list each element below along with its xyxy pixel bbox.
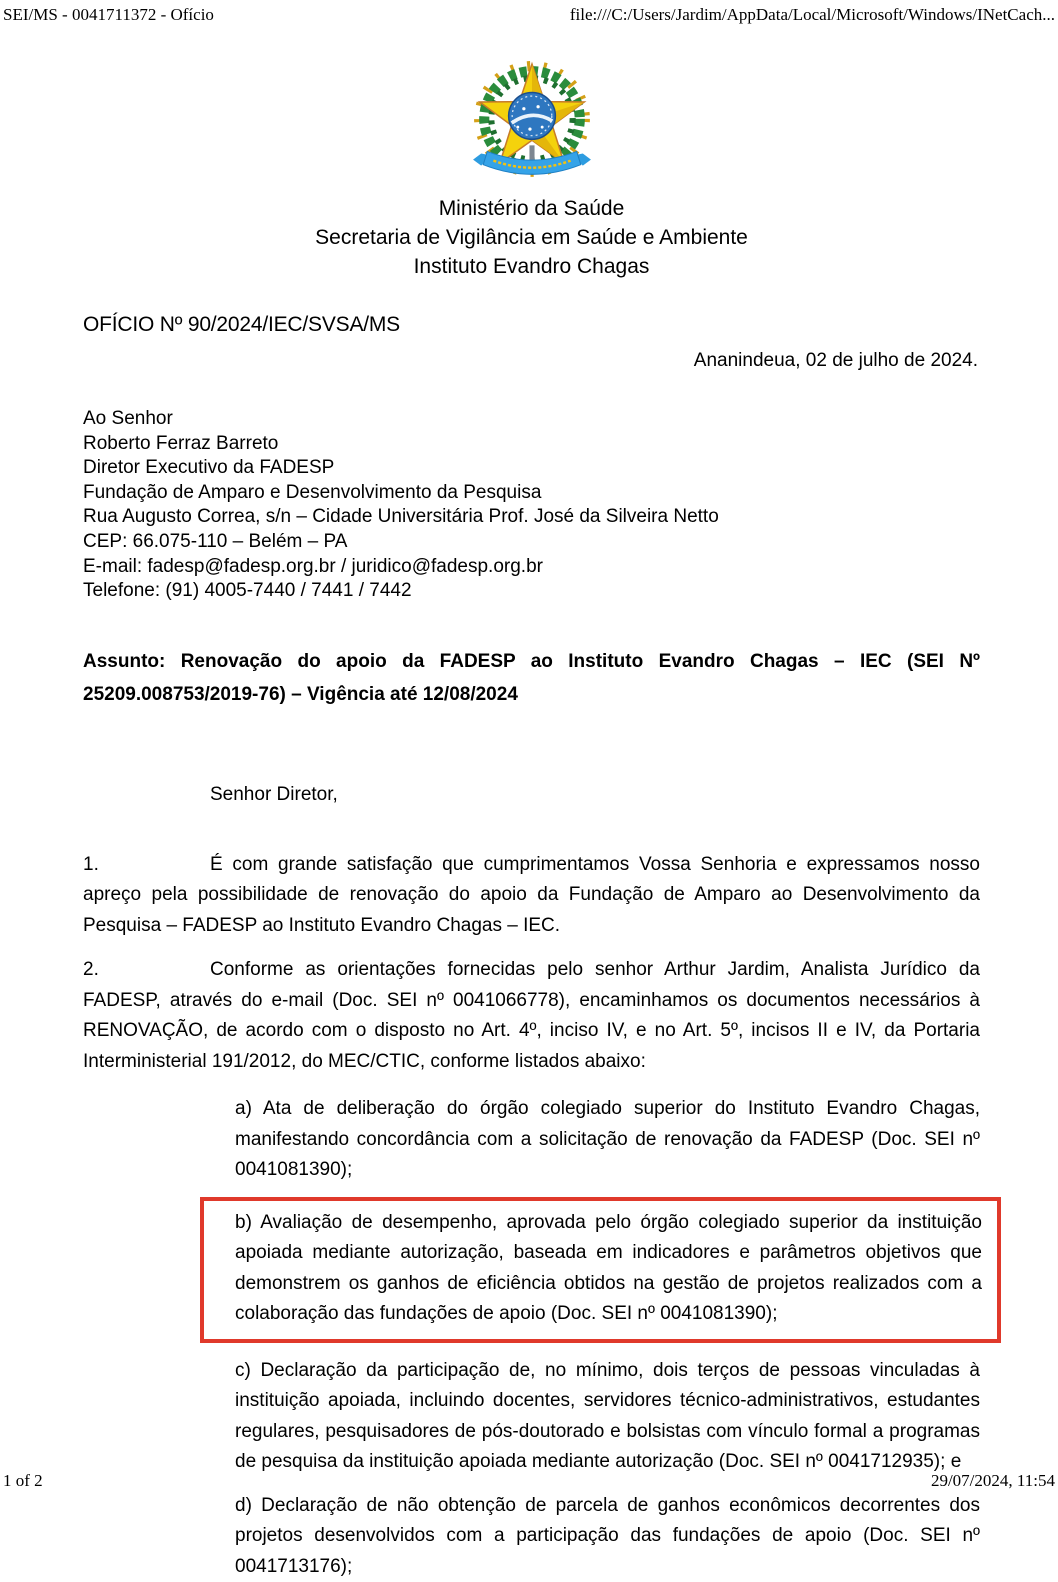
- red-highlight-box: [200, 1197, 1001, 1343]
- recipient-line: E-mail: fadesp@fadesp.org.br / juridico@fadesp.org.br: [83, 555, 543, 577]
- org-line-institute: Instituto Evandro Chagas: [413, 255, 650, 278]
- subject-label: Assunto:: [83, 650, 166, 672]
- document-list: [235, 1094, 980, 1582]
- brazil-coat-of-arms-emblem: [471, 60, 593, 186]
- oficio-document: [83, 60, 980, 1582]
- recipient-line: Roberto Ferraz Barreto: [83, 432, 279, 454]
- recipient-line: Fundação de Amparo e Desenvolvimento da Pesquisa: [83, 481, 542, 503]
- org-line-ministry: Ministério da Saúde: [438, 197, 625, 220]
- subject-block: [83, 645, 980, 711]
- list-item-text: Declaração de não obtenção de parcela de ganhos econômicos decorrentes dos projetos desenvolvidos com a participação das fundações de apoio (Doc. SEI nº 0041713176);: [235, 1494, 980, 1577]
- recipient-line: Diretor Executivo da FADESP: [83, 457, 335, 479]
- recipient-block: [83, 407, 980, 604]
- date-line: Ananindeua, 02 de julho de 2024.: [693, 350, 978, 371]
- print-preview-header: [3, 5, 1055, 25]
- paragraph-number: 1.: [83, 853, 99, 875]
- recipient-line: CEP: 66.075-110 – Belém – PA: [83, 530, 348, 552]
- recipient-line: Ao Senhor: [83, 408, 173, 429]
- list-item-d: [235, 1491, 980, 1582]
- oficio-number: OFÍCIO Nº 90/2024/IEC/SVSA/MS: [83, 313, 400, 336]
- paragraph-number: 2.: [83, 959, 99, 981]
- subject-text: Renovação do apoio da FADESP ao Instituto Evandro Chagas – IEC (SEI Nº 25209.008753/2019-76) – Vigência até 12/08/2024: [83, 650, 980, 705]
- list-item-text: Ata de deliberação do órgão colegiado superior do Instituto Evandro Chagas, manifestando concordância com a solicitação de renovação da FADESP (Doc. SEI nº 0041081390);: [235, 1098, 980, 1181]
- list-item-text: Avaliação de desempenho, aprovada pelo órgão colegiado superior da instituição apoiada mediante autorização, baseada em indicadores e parâmetros objetivos que demonstrem os ganhos de eficiência obtidos na gestão de projetos realizados com a colaboração das fundações de apoio (Doc. SEI nº 0041081390);: [235, 1211, 982, 1325]
- print-preview-footer: [3, 1471, 1055, 1491]
- file-url-header: file:///C:/Users/Jardim/AppData/Local/Microsoft/Windows/INetCach...: [569, 5, 1055, 24]
- page-count-footer: 1 of 2: [3, 1471, 43, 1490]
- recipient-line: Telefone: (91) 4005-7440 / 7441 / 7442: [83, 580, 412, 602]
- document-title-header: SEI/MS - 0041711372 - Ofício: [3, 5, 214, 24]
- list-item-label: d): [235, 1494, 252, 1516]
- timestamp-footer: 29/07/2024, 11:54: [930, 1471, 1055, 1490]
- org-title-block: [83, 194, 980, 281]
- recipient-line: Rua Augusto Correa, s/n – Cidade Universitária Prof. José da Silveira Netto: [83, 506, 719, 528]
- org-line-secretariat: Secretaria de Vigilância em Saúde e Ambiente: [315, 226, 748, 249]
- list-item-label: b): [235, 1211, 252, 1233]
- list-item-text: Declaração da participação de, no mínimo, dois terços de pessoas vinculadas à instituição apoiada, incluindo docentes, servidores técnico-administrativos, estudantes regulares, pesquisadores de pós-doutorado e bolsistas com vínculo formal a programas de pesquisa da instituição apoiada mediante autorização (Doc. SEI nº 0041712935); e: [235, 1359, 980, 1473]
- list-item-label: c): [235, 1359, 251, 1381]
- salutation: Senhor Diretor,: [210, 783, 338, 805]
- list-item-b: [235, 1208, 982, 1330]
- paragraph-text: Conforme as orientações fornecidas pelo senhor Arthur Jardim, Analista Jurídico da FADESP, através do e-mail (Doc. SEI nº 0041066778), encaminhamos os documentos necessários à RENOVAÇÃO, de acordo com o disposto no Art. 4º, inciso IV, e no Art. 5º, incisos II e IV, da Portaria Interministerial 191/2012, do MEC/CTIC, conforme listados abaixo:: [83, 959, 980, 1072]
- list-item-label: a): [235, 1098, 252, 1120]
- list-item-c: [235, 1356, 980, 1478]
- paragraph-2: [83, 955, 980, 1077]
- letterhead: [83, 60, 980, 186]
- list-item-a: [235, 1094, 980, 1186]
- paragraph-1: [83, 850, 980, 942]
- paragraph-text: É com grande satisfação que cumprimentamos Vossa Senhoria e expressamos nosso apreço pela possibilidade de renovação do apoio da Fundação de Amparo ao Desenvolvimento da Pesquisa – FADESP ao Instituto Evandro Chagas – IEC.: [83, 853, 980, 936]
